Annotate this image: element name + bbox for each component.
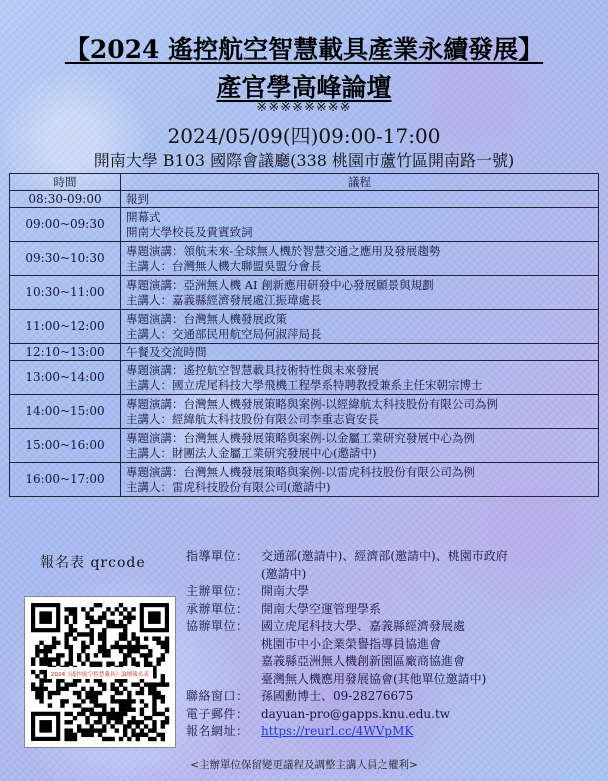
col-header-program: 議程 — [121, 174, 599, 191]
organizer-value: 臺灣無人機應用發展協會(其他單位邀請中) — [261, 671, 487, 686]
agenda-program — [121, 191, 599, 208]
agenda-program-line: 主講人：經緯航太科技股份有限公司李重志資安長 — [126, 411, 379, 426]
agenda-program-line: 主講人：台灣無人機大聯盟吳盟分會長 — [126, 258, 322, 273]
agenda-row — [10, 344, 599, 361]
registration-url-link[interactable]: https://reurl.cc/4WVpMK — [261, 724, 414, 738]
footnote: <主辦單位保留變更議程及調整主講人員之權利> — [190, 759, 418, 771]
organizer-value: 桃園市中小企業榮譽指導員協進會 — [261, 636, 442, 651]
organizer-list — [186, 548, 596, 688]
organizer-info — [186, 548, 596, 741]
organizer-value: 交通部(邀請中)、經濟部(邀請中)、桃園市政府 — [261, 549, 508, 563]
agenda-program-line: 開南大學校長及貴賓致詞 — [126, 224, 253, 239]
organizer-value: (邀請中) — [261, 566, 307, 581]
organizer-values — [261, 601, 596, 619]
agenda-program-line: 主講人：交通部民用航空局何淑萍局長 — [126, 326, 322, 341]
organizer-values — [261, 618, 596, 688]
agenda-time: 10:30~11:00 — [10, 276, 121, 310]
agenda-time: 08:30-09:00 — [10, 191, 121, 208]
organizer-value: 開南大學空運管理學系 — [261, 601, 382, 616]
agenda-program-line: 專題演講：遙控航空智慧載具技術特性與未來發展 — [126, 362, 379, 377]
agenda-program — [121, 395, 599, 429]
agenda-program-line: 開幕式 — [126, 209, 161, 224]
agenda-program — [121, 361, 599, 395]
agenda-program-line: 主講人：嘉義縣經濟發展處江振瑋處長 — [126, 292, 322, 307]
organizer-label: 指導單位： — [186, 549, 249, 563]
agenda-time: 12:10~13:00 — [10, 344, 121, 361]
agenda-row — [10, 395, 599, 429]
agenda-header-row — [10, 174, 599, 191]
agenda-program-line: 主講人：雷虎科技股份有限公司(邀請中) — [126, 479, 331, 494]
registration-url-row — [186, 723, 596, 741]
agenda-row — [10, 191, 599, 208]
agenda-program-line: 專題演講：台灣無人機發展政策 — [126, 311, 287, 326]
agenda-program-line: 主講人：財團法人金屬工業研究發展中心(邀請中) — [126, 445, 377, 460]
organizer-values — [261, 548, 596, 583]
agenda-program-line: 主講人：國立虎尾科技大學飛機工程學系特聘教授兼系主任宋朝宗博士 — [126, 377, 483, 392]
email-value[interactable]: dayuan-pro@gapps.knu.edu.tw — [261, 706, 451, 721]
contact-window-label: 聯絡窗口： — [186, 689, 249, 703]
agenda-program — [121, 344, 599, 361]
agenda-row — [10, 429, 599, 463]
agenda-program-line: 午餐及交流時間 — [126, 344, 207, 359]
agenda-row — [10, 310, 599, 344]
organizer-value: 嘉義縣亞洲無人機創新園區廠商協進會 — [261, 654, 466, 668]
agenda-time: 15:00~16:00 — [10, 429, 121, 463]
organizer-values — [261, 583, 596, 601]
email-label: 電子郵件： — [186, 706, 249, 721]
agenda-program-line: 報到 — [126, 191, 149, 206]
organizer-value: 開南大學 — [261, 584, 310, 598]
organizer-label: 主辦單位： — [186, 584, 249, 598]
organizer-row — [186, 618, 596, 688]
agenda-program — [121, 310, 599, 344]
event-datetime: 2024/05/09(四)09:00-17:00 — [167, 124, 441, 148]
contact-window-row — [186, 688, 596, 706]
event-venue: 開南大學 B103 國際會議廳(338 桃園市蘆竹區開南路一號) — [93, 151, 515, 170]
agenda-program — [121, 276, 599, 310]
qr-code-icon — [25, 597, 175, 747]
agenda-time: 09:00~09:30 — [10, 208, 121, 242]
contact-window-value: 孫國勳博士、09-28276675 — [261, 689, 414, 703]
email-row — [186, 706, 596, 724]
agenda-time: 14:00~15:00 — [10, 395, 121, 429]
agenda-program — [121, 242, 599, 276]
col-header-time: 時間 — [10, 174, 121, 191]
agenda-time: 09:30~10:30 — [10, 242, 121, 276]
agenda-program — [121, 429, 599, 463]
agenda-program — [121, 208, 599, 242]
agenda-time: 11:00~12:00 — [10, 310, 121, 344]
agenda-program-line: 專題演講：亞洲無人機 AI 創新應用研發中心發展願景與規劃 — [126, 277, 434, 292]
agenda-program-line: 專題演講：台灣無人機發展策略與案例-以經緯航太科技股份有限公司為例 — [126, 396, 498, 411]
agenda-row — [10, 242, 599, 276]
organizer-row — [186, 601, 596, 619]
registration-qr-label: 報名表 qrcode — [40, 555, 146, 571]
agenda-program — [121, 463, 599, 497]
agenda-time: 13:00~14:00 — [10, 361, 121, 395]
agenda-program-line: 專題演講：領航未來-全球無人機於智慧交通之應用及發展趨勢 — [126, 243, 441, 258]
organizer-label: 協辦單位： — [186, 619, 249, 633]
organizer-label: 承辦單位： — [186, 601, 249, 616]
organizer-row — [186, 548, 596, 583]
agenda-row — [10, 276, 599, 310]
registration-url-label: 報名網址： — [186, 724, 249, 738]
registration-qr-code[interactable] — [24, 596, 176, 748]
agenda-body — [10, 191, 599, 497]
organizer-row — [186, 583, 596, 601]
agenda-program-line: 專題演講：台灣無人機發展策略與案例-以雷虎科技股份有限公司為例 — [126, 464, 475, 479]
stars-divider: ※※※※※※※※ — [256, 100, 352, 115]
agenda-program-line: 專題演講：台灣無人機發展策略與案例-以金屬工業研究發展中心為例 — [126, 430, 475, 445]
agenda-row — [10, 463, 599, 497]
title-line-2: 產官學高峰論壇 — [216, 73, 392, 102]
organizer-value: 國立虎尾科技大學、嘉義縣經濟發展處 — [261, 619, 466, 633]
title-line-1: 【2024 遙控航空智慧載具產業永續發展】 — [64, 35, 544, 64]
qr-caption: 2024《遙控航空智慧載具》論壇報名表 — [50, 672, 150, 678]
agenda-row — [10, 208, 599, 242]
agenda-table — [9, 173, 599, 497]
agenda-row — [10, 361, 599, 395]
agenda-time: 16:00~17:00 — [10, 463, 121, 497]
